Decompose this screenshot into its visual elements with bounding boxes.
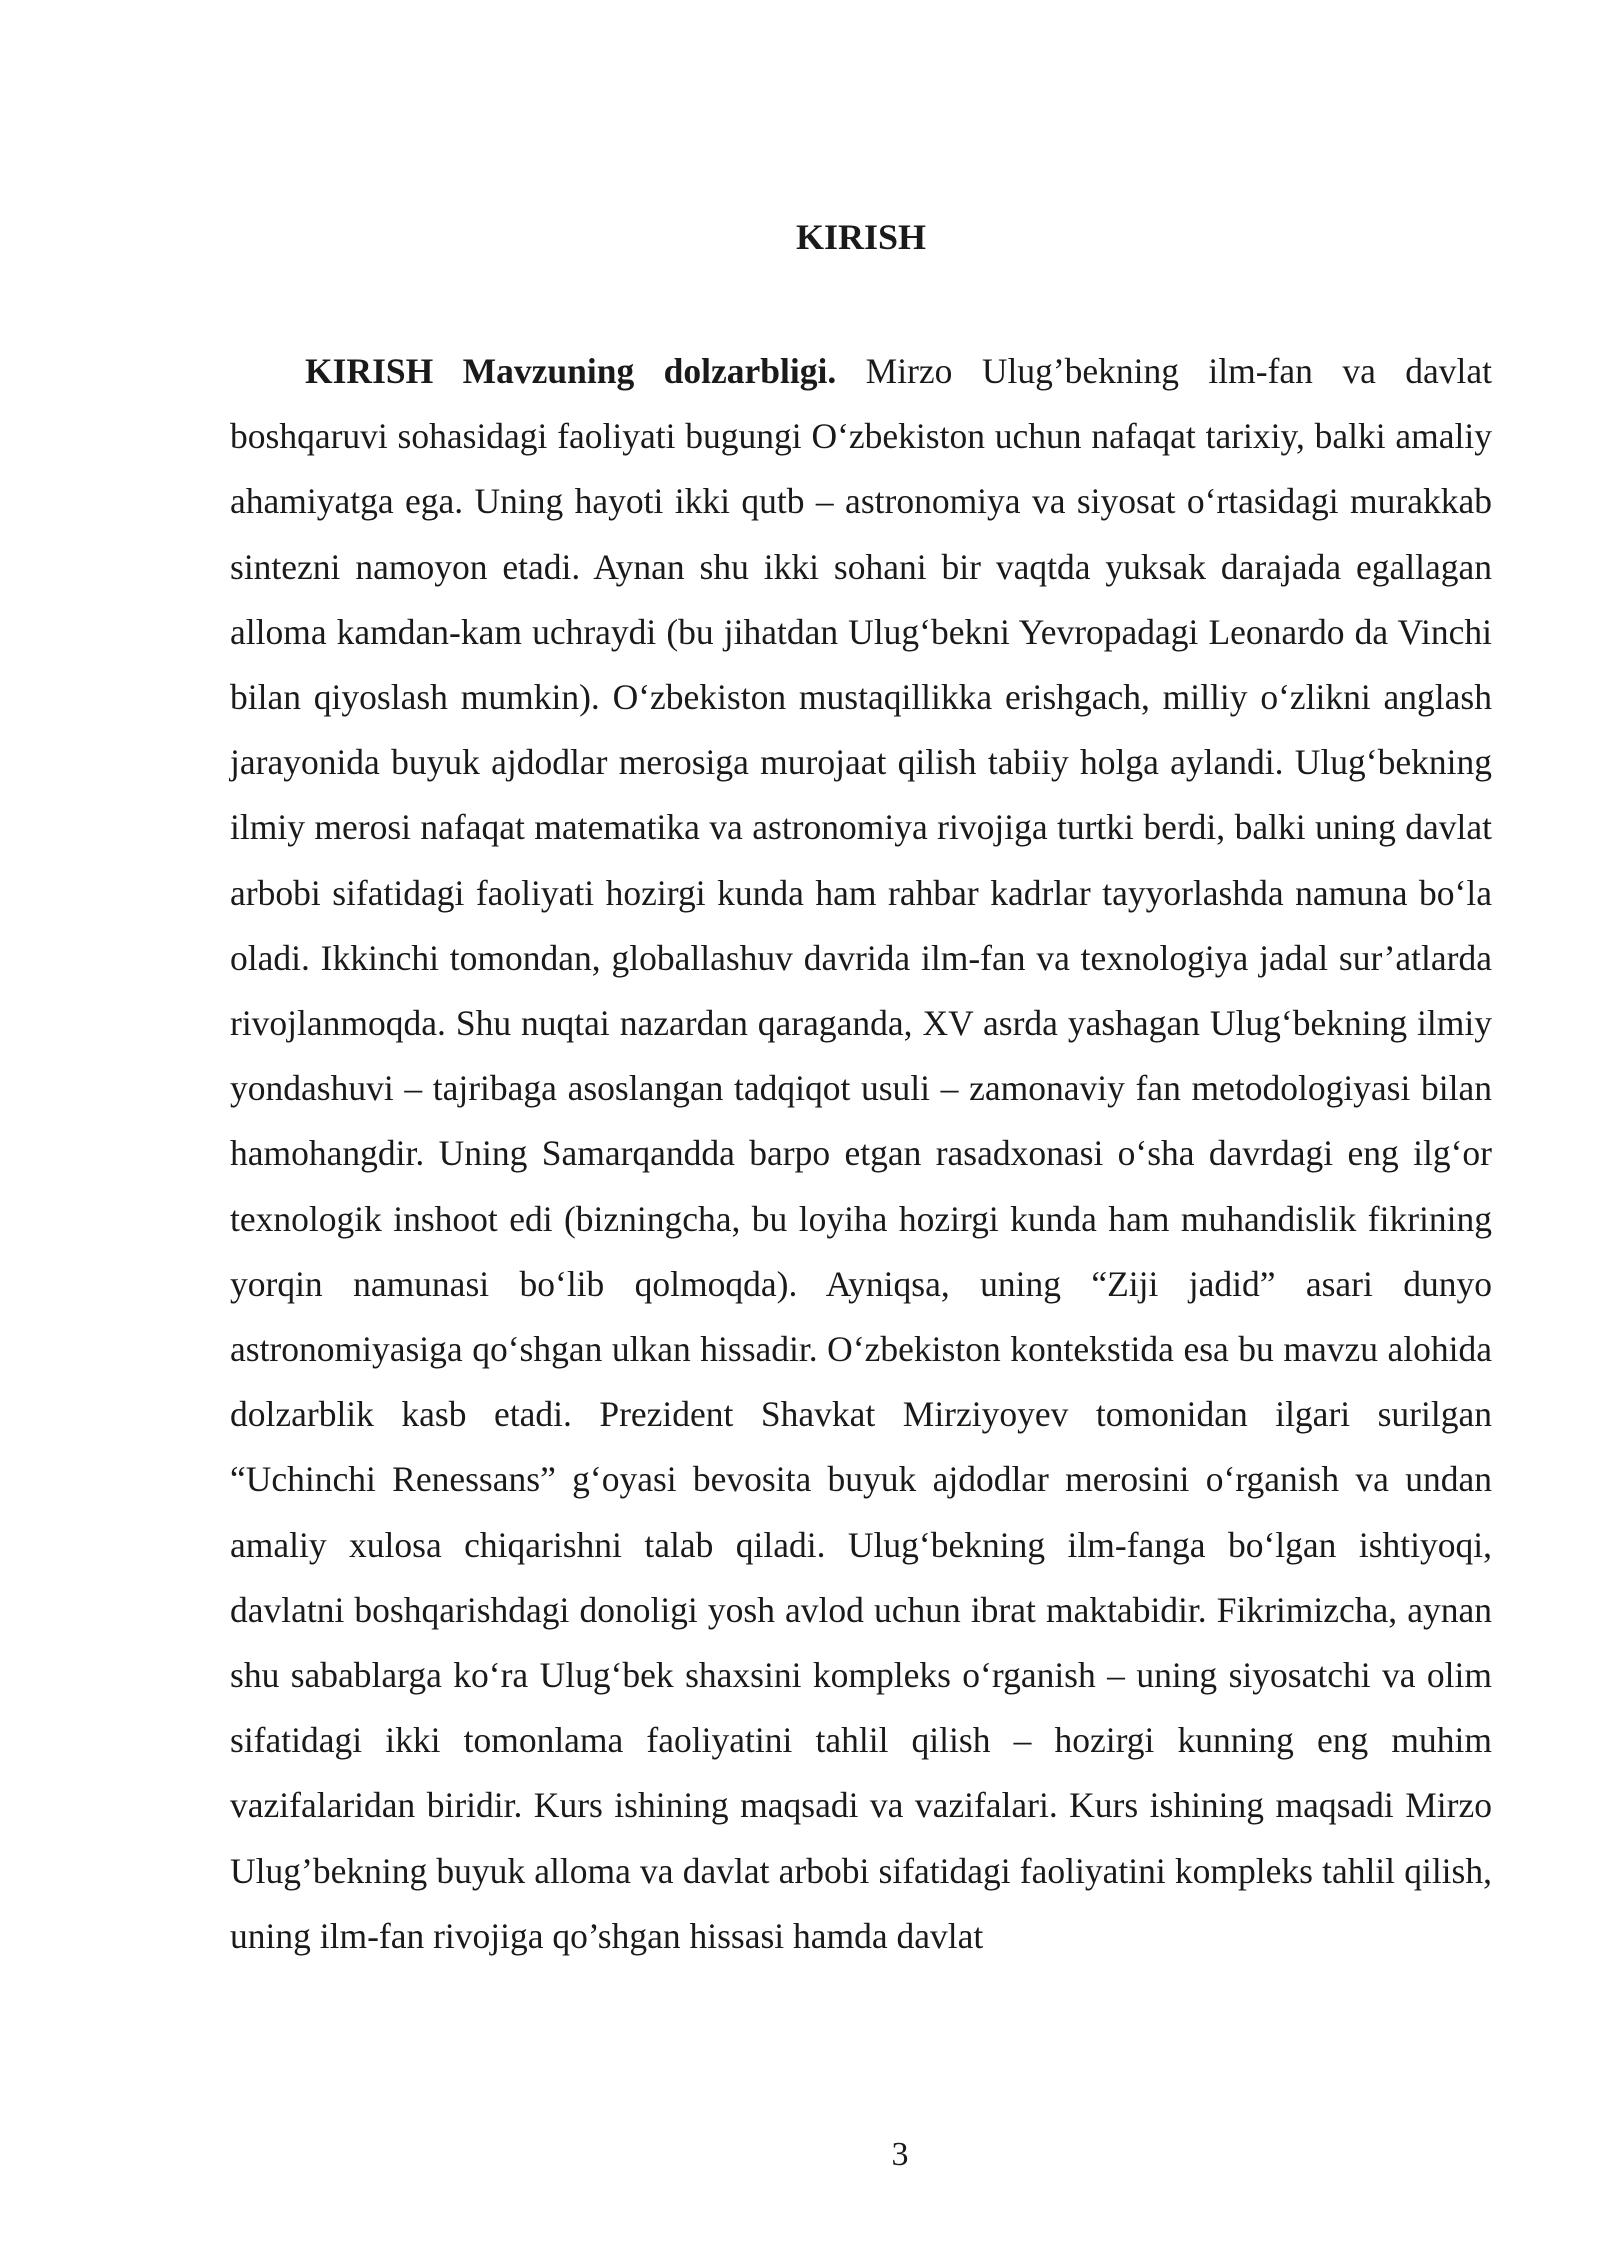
paragraph-lead: KIRISH Mavzuning dolzarbligi.	[305, 351, 837, 391]
page-number: 3	[891, 2136, 909, 2173]
body-paragraph	[230, 339, 1492, 1969]
section-title: KIRISH	[795, 217, 927, 257]
paragraph-text: Mirzo Ulug’bekning ilm-fan va davlat boshqaruvi sohasidagi faoliyati bugungi O‘zbekiston uchun nafaqat tarixiy, balki amaliy ahamiyatga ega. Uning hayoti ikki qutb – astronomiya va siyosat o‘rtasidagi murakkab sintezni namoyon etadi. Aynan shu ikki sohani bir vaqtda yuksak darajada egallagan alloma kamdan-kam uchraydi (bu jihatdan Ulug‘bekni Yevropadagi Leonardo da Vinchi bilan qiyoslash mumkin). O‘zbekiston mustaqillikka erishgach, milliy o‘zlikni anglash jarayonida buyuk ajdodlar merosiga murojaat qilish tabiiy holga aylandi. Ulug‘bekning ilmiy merosi nafaqat matematika va astronomiya rivojiga turtki berdi, balki uning davlat arbobi sifatidagi faoliyati hozirgi kunda ham rahbar kadrlar tayyorlashda namuna bo‘la oladi. Ikkinchi tomondan, globallashuv davrida ilm-fan va texnologiya jadal sur’atlarda rivojlanmoqda. Shu nuqtai nazardan qaraganda, XV asrda yashagan Ulug‘bekning ilmiy yondashuvi – tajribaga asoslangan tadqiqot usuli – zamonaviy fan metodologiyasi bilan hamohangdir. Uning Samarqandda barpo etgan rasadxonasi o‘sha davrdagi eng ilg‘or texnologik inshoot edi (bizningcha, bu loyiha hozirgi kunda ham muhandislik fikrining yorqin namunasi bo‘lib qolmoqda). Ayniqsa, uning “Ziji jadid” asari dunyo astronomiyasiga qo‘shgan ulkan hissadir. O‘zbekiston kontekstida esa bu mavzu alohida dolzarblik kasb etadi. Prezident Shavkat Mirziyoyev tomonidan ilgari surilgan “Uchinchi Renessans” g‘oyasi bevosita buyuk ajdodlar merosini o‘rganish va undan amaliy xulosa chiqarishni talab qiladi. Ulug‘bekning ilm-fanga bo‘lgan ishtiyoqi, davlatni boshqarishdagi donoligi yosh avlod uchun ibrat maktabidir. Fikrimizcha, aynan shu sabablarga ko‘ra Ulug‘bek shaxsini kompleks o‘rganish – uning siyosatchi va olim sifatidagi ikki tomonlama faoliyatini tahlil qilish – hozirgi kunning eng muhim vazifalaridan biridir. Kurs ishining maqsadi va vazifalari. Kurs ishining maqsadi Mirzo Ulug’bekning buyuk alloma va davlat arbobi sifatidagi faoliyatini kompleks tahlil qilish, uning ilm-fan rivojiga qo’shgan hissasi hamda davlat	[230, 351, 1492, 1956]
